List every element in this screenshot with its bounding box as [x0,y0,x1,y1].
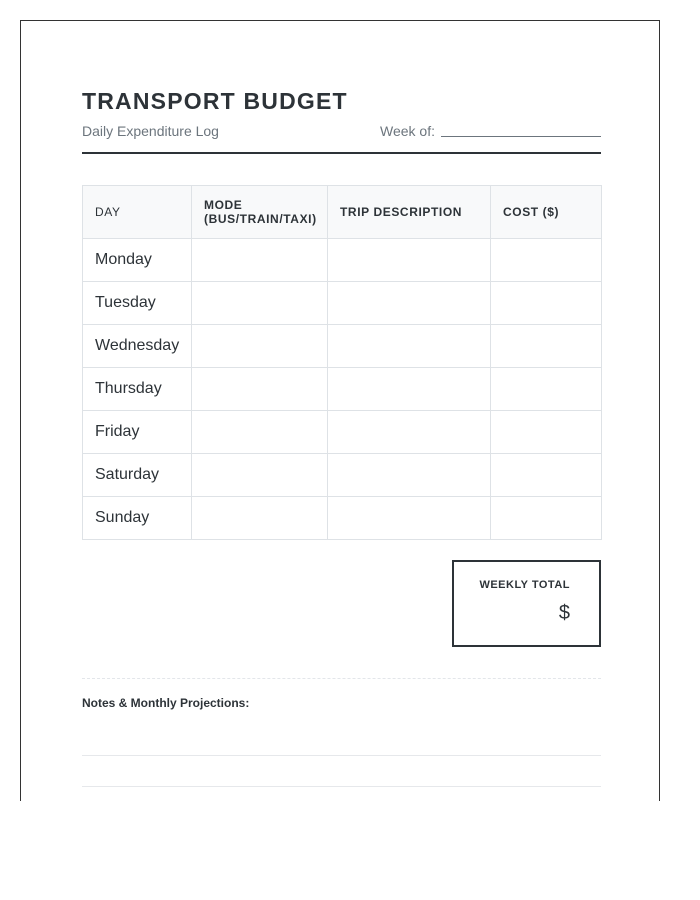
trip-description-cell[interactable] [328,411,491,454]
trip-description-cell[interactable] [328,282,491,325]
week-of-field[interactable] [441,136,601,137]
day-cell: Sunday [83,497,192,540]
mode-cell[interactable] [192,282,328,325]
header-divider [82,152,601,154]
table-row [83,368,602,411]
cost-cell[interactable] [491,368,602,411]
trip-description-cell[interactable] [328,368,491,411]
cost-cell[interactable] [491,325,602,368]
table-row [83,411,602,454]
table-row [83,239,602,282]
currency-symbol: $ [558,602,570,624]
cost-cell[interactable] [491,454,602,497]
mode-cell[interactable] [192,325,328,368]
day-cell: Tuesday [83,282,192,325]
page-subtitle: Daily Expenditure Log [82,123,219,139]
trip-description-cell[interactable] [328,239,491,282]
day-cell: Friday [83,411,192,454]
page-title: TRANSPORT BUDGET [82,88,348,114]
mode-cell[interactable] [192,368,328,411]
column-header-mode-line2: (BUS/TRAIN/TAXI) [204,212,317,226]
column-header-day: DAY [83,186,192,239]
day-cell: Monday [83,239,192,282]
table-row [83,325,602,368]
column-header-mode [192,186,328,239]
cost-cell[interactable] [491,411,602,454]
day-cell: Thursday [83,368,192,411]
table-row [83,282,602,325]
expenditure-table [82,185,602,540]
column-header-trip-description: TRIP DESCRIPTION [328,186,491,239]
trip-description-cell[interactable] [328,497,491,540]
table-header-row [83,186,602,239]
mode-cell[interactable] [192,454,328,497]
note-line[interactable] [82,786,601,787]
week-of-label: Week of: [380,123,435,139]
column-header-mode-line1: MODE [204,198,243,212]
cost-cell[interactable] [491,282,602,325]
notes-divider [82,678,601,679]
day-cell: Saturday [83,454,192,497]
cost-cell[interactable] [491,239,602,282]
weekly-total-field[interactable] [559,602,570,625]
table-row [83,454,602,497]
weekly-total-box [452,560,601,647]
notes-label: Notes & Monthly Projections: [82,696,250,710]
day-cell: Wednesday [83,325,192,368]
note-line[interactable] [82,755,601,756]
mode-cell[interactable] [192,239,328,282]
budget-sheet [20,20,660,801]
mode-cell[interactable] [192,497,328,540]
column-header-cost: COST ($) [491,186,602,239]
trip-description-cell[interactable] [328,454,491,497]
cost-cell[interactable] [491,497,602,540]
mode-cell[interactable] [192,411,328,454]
trip-description-cell[interactable] [328,325,491,368]
weekly-total-label: WEEKLY TOTAL [479,579,570,591]
table-row [83,497,602,540]
